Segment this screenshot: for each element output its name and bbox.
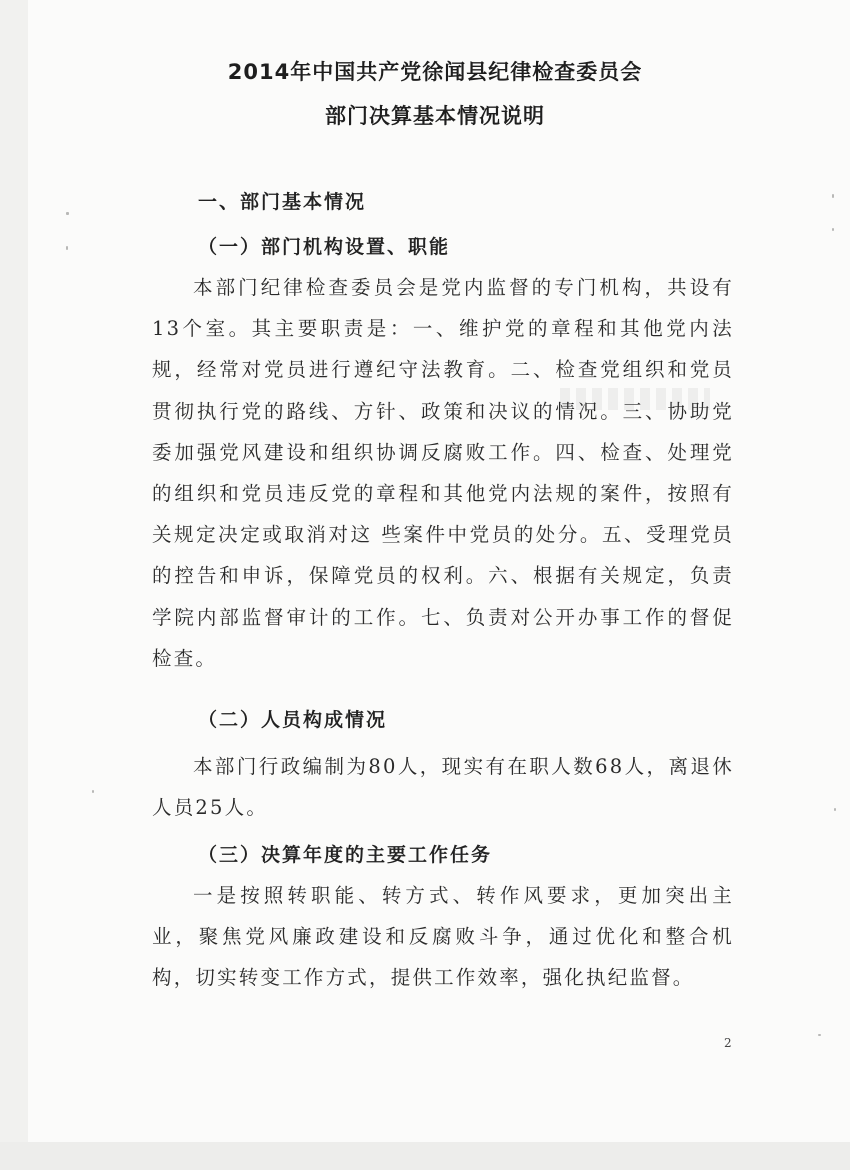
document-subtitle: 部门决算基本情况说明 bbox=[325, 104, 545, 128]
subsection-heading-staffing: （二）人员构成情况 bbox=[198, 709, 388, 731]
subsection-heading-main-tasks: （三）决算年度的主要工作任务 bbox=[198, 844, 493, 866]
scan-speck bbox=[834, 808, 836, 811]
scan-bottom-margin bbox=[0, 1142, 850, 1170]
scan-speck bbox=[832, 228, 834, 231]
scan-speck bbox=[818, 1034, 821, 1036]
paragraph-staffing: 本部门行政编制为80人，现实有在职人数68人，离退休人员25人。 bbox=[152, 755, 734, 820]
scan-speck bbox=[66, 212, 69, 215]
section-heading-basic-info: 一、部门基本情况 bbox=[198, 191, 367, 213]
scan-left-margin bbox=[0, 0, 28, 1142]
paragraph-main-tasks: 一是按照转职能、转方式、转作风要求，更加突出主业，聚焦党风廉政建设和反腐败斗争，通过优化和整合机构，切实转变工作方式，提供工作效率，强化执纪监督。 bbox=[152, 884, 734, 990]
paragraph-organization-functions: 本部门纪律检查委员会是党内监督的专门机构，共设有13个室。其主要职责是：一、维护党的章程和其他党内法规，经常对党员进行遵纪守法教育。二、检查党组织和党员贯彻执行党的路线、方针、政策和决议的情况。三、协助党委加强党风建设和组织协调反腐败工作。四、检查、处理党的组织和党员违反党的章程和其他党内法规的案件，按照有关规定决定或取消对这 些案件中党员的处分。五、受理党员的控告和申诉，保障党员的权利。六、根据有关规定，负责学院内部监督审计的工作。七、负责对公开办事工作的督促检查。 bbox=[152, 276, 734, 670]
scan-speck bbox=[66, 246, 68, 250]
subsection-heading-organization: （一）部门机构设置、职能 bbox=[198, 236, 451, 258]
document-title: 2014年中国共产党徐闻县纪律检查委员会 bbox=[227, 60, 643, 84]
scan-speck bbox=[832, 194, 834, 198]
scan-speck bbox=[92, 790, 94, 793]
page-number: 2 bbox=[724, 1036, 732, 1050]
